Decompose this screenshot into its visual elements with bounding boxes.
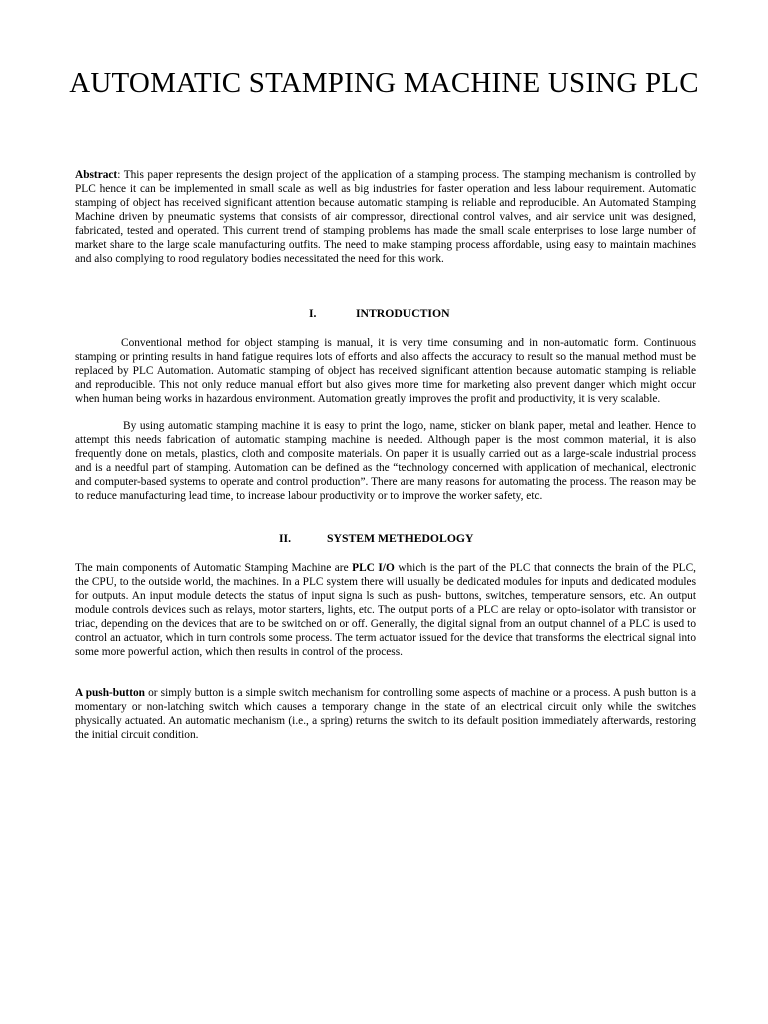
push-button-description: or simply button is a simple switch mechanism for controlling some aspects of machine or a process. A push button is a momentary or non-latching switch which causes a temporary change in the state of an electrical circuit only while the switches physically actuated. An automatic mechanism (i.e., a spring) returns the switch to its default position immediately afterwards, restoring the initial circuit condition.: [75, 687, 696, 741]
section-heading-system-methodology: [75, 531, 696, 547]
abstract-paragraph: [75, 168, 696, 266]
abstract-text: : This paper represents the design project of the application of a stamping process. The stamping mechanism is controlled by PLC hence it can be implemented in small scale as well as big industries for faster operation and less labour requirement. Automatic stamping of object has received significant attention because automatic stamping is reliable and reproducible. An Automated Stamping Machine driven by pneumatic systems that consists of air compressor, directional control valves, and air service unit was designed, fabricated, tested and operated. This current trend of stamping problems has made the small scale enterprises to lose large number of market share to the large scale manufacturing outfits. The need to make stamping process affordable, using easy to maintain machines and also complying to rood regulatory bodies necessitated the need for this work.: [75, 169, 696, 265]
plc-io-term: PLC I/O: [352, 562, 395, 574]
paper-title: AUTOMATIC STAMPING MACHINE USING PLC: [69, 67, 699, 99]
introduction-paragraph-1: Conventional method for object stamping is manual, it is very time consuming and in non-automatic form. Continuous stamping or printing results in hand fatigue requires lots of efforts and also affects the accuracy to result so the manual method must be replaced by PLC Automation. Automatic stamping of object has received significant attention because automatic stamping is reliable and reproducible. This not only reduce manual effort but also gives more time for marketing also prevent danger which might occur when human being works in hazardous environment. Automation greatly improves the profit and productivity, it is very scalable.: [75, 337, 696, 405]
plc-paragraph-body: which is the part of the PLC that connects the brain of the PLC, the CPU, to the outside world, the machines. In a PLC system there will usually be dedicated modules for inputs and dedicated modules for outputs. An input module detects the status of input signa ls such as push- buttons, switches, temperature sensors, etc. An output module controls devices such as relays, motor starters, lights, etc. The output ports of a PLC are relay or opto-isolator with transistor or triac, depending on the devices that are to be switched on or off. Generally, the digital signal from an output channel of a PLC is used to control an actuator, which in turn controls some process. The term actuator issued for the device that transforms the electrical signal into some more powerful action, which then results in control of the process.: [75, 562, 696, 658]
section-title: INTRODUCTION: [356, 307, 450, 320]
section-number: II.: [279, 532, 292, 545]
push-button-paragraph: [75, 686, 696, 742]
section-heading-introduction: [75, 306, 696, 322]
plc-paragraph-intro: The main components of Automatic Stamping Machine are: [75, 562, 353, 574]
system-methodology-paragraph-1: [75, 561, 696, 659]
section-title: SYSTEM METHEDOLOGY: [327, 532, 474, 545]
introduction-paragraph-2: By using automatic stamping machine it is easy to print the logo, name, sticker on blank paper, metal and leather. Hence to attempt this needs fabrication of automatic stamping machine is needed. Although paper is the most common material, it is also frequently done on metals, plastics, cloth and composite materials. On paper it is usually carried out as a large-scale industrial process and is a needful part of stamping. Automation can be defined as the “technology concerned with application of mechanical, electronic and computer-based systems to operate and control production”. There are many reasons for automating the process. The reason may be to reduce manufacturing lead time, to increase labour productivity or to improve the worker safety, etc.: [75, 420, 696, 502]
abstract-label: Abstract: [75, 169, 118, 181]
section-number: I.: [309, 307, 317, 320]
push-button-term: A push-button: [75, 687, 145, 699]
